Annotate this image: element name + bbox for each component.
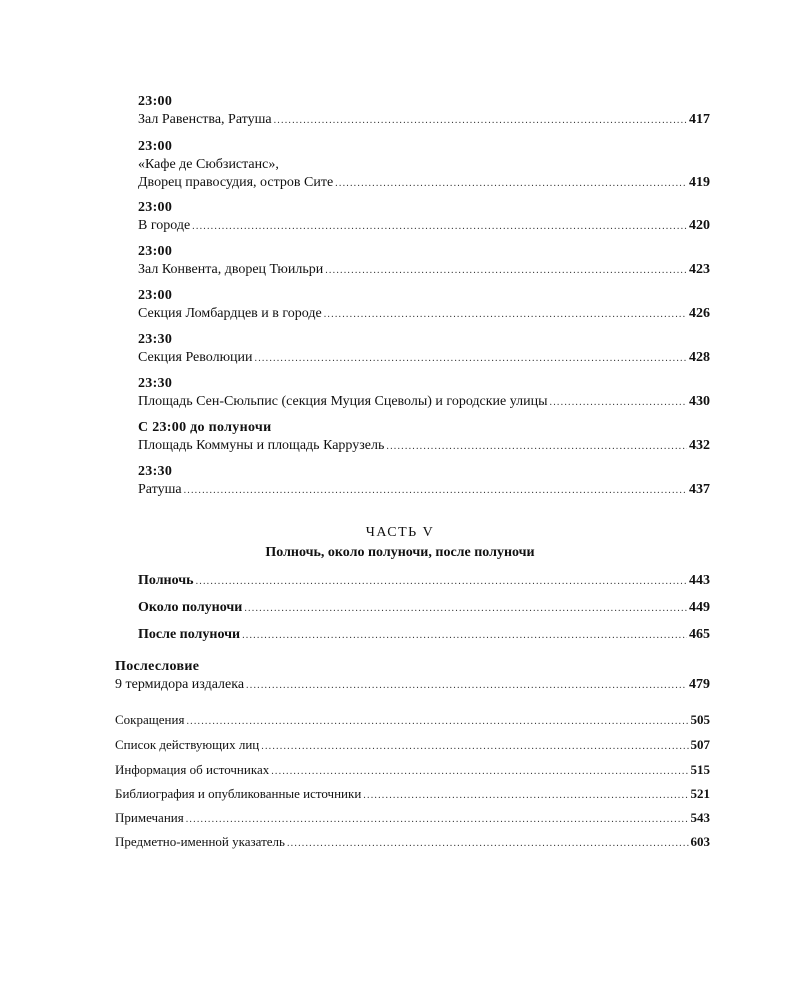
page-number: 479 <box>689 677 710 692</box>
entry-title: Дворец правосудия, остров Сите <box>138 175 334 190</box>
page-number: 430 <box>689 394 710 409</box>
leader-dots <box>255 350 687 368</box>
toc-line[interactable] <box>138 481 710 500</box>
entry-time: 23:00 <box>138 288 173 303</box>
entry-title: Зал Равенства, Ратуша <box>138 112 272 127</box>
toc-line[interactable] <box>138 217 710 236</box>
toc-entry-afterword <box>115 658 710 695</box>
leader-dots <box>287 835 689 853</box>
leader-dots <box>335 175 687 193</box>
page-number: 521 <box>690 786 710 801</box>
page-number: 507 <box>690 737 710 752</box>
leader-dots <box>274 112 687 130</box>
leader-dots <box>363 787 688 805</box>
entry-title: Полночь <box>138 573 194 588</box>
page-number: 432 <box>689 438 710 453</box>
entry-title: Библиография и опубликованные источники <box>115 786 362 801</box>
page-number: 419 <box>689 175 710 190</box>
entry-title: После полуночи <box>138 627 241 642</box>
leader-dots <box>550 394 687 412</box>
toc-line[interactable] <box>138 349 710 368</box>
toc-entry <box>138 419 710 456</box>
toc-line[interactable] <box>115 833 710 853</box>
page-number: 426 <box>689 306 710 321</box>
leader-dots <box>242 627 687 645</box>
toc-entry <box>115 761 710 781</box>
entry-title: Секция Ломбардцев и в городе <box>138 306 322 321</box>
entry-time: 23:30 <box>138 464 173 479</box>
entry-title: Около полуночи <box>138 600 243 615</box>
part-subtitle: Полночь, около полуночи, после полуночи <box>265 545 535 560</box>
page-number: 515 <box>690 762 710 777</box>
page-number: 437 <box>689 482 710 497</box>
page-number: 443 <box>689 573 710 588</box>
leader-dots <box>186 713 688 731</box>
entry-title: Зал Конвента, дворец Тюильри <box>138 262 324 277</box>
part-heading: ЧАСТЬ V <box>365 525 435 540</box>
entry-time: 23:00 <box>138 200 173 215</box>
leader-dots <box>271 763 688 781</box>
entry-title: Примечания <box>115 810 184 825</box>
toc-line[interactable] <box>138 437 710 456</box>
leader-dots <box>196 573 687 591</box>
entry-time: 23:00 <box>138 94 173 109</box>
page-number: 449 <box>689 600 710 615</box>
entry-title: 9 термидора издалека <box>115 677 245 692</box>
toc-line[interactable] <box>115 809 710 829</box>
toc-line[interactable] <box>115 761 710 781</box>
toc-line[interactable] <box>138 174 710 193</box>
entry-title: В городе <box>138 218 191 233</box>
entry-time: 23:30 <box>138 376 173 391</box>
toc-line[interactable] <box>115 711 710 731</box>
entry-time: 23:30 <box>138 332 173 347</box>
toc-line[interactable] <box>138 572 710 591</box>
page-number: 465 <box>689 627 710 642</box>
toc-entry <box>138 463 710 500</box>
entry-time: С 23:00 до полуночи <box>138 420 272 435</box>
toc-entry <box>115 833 710 853</box>
toc-line[interactable] <box>138 305 710 324</box>
toc-entry <box>138 375 710 412</box>
leader-dots <box>324 306 687 324</box>
toc-entry <box>138 138 710 193</box>
toc-entry <box>138 331 710 368</box>
toc-entry <box>138 93 710 130</box>
page-number: 420 <box>689 218 710 233</box>
leader-dots <box>244 600 687 618</box>
page-number: 417 <box>689 112 710 127</box>
toc-entry <box>115 711 710 731</box>
entry-title: Сокращения <box>115 712 185 727</box>
page-number: 505 <box>690 712 710 727</box>
entry-time: 23:00 <box>138 139 173 154</box>
toc-line[interactable] <box>115 676 710 695</box>
leader-dots <box>192 218 687 236</box>
page-number: 423 <box>689 262 710 277</box>
toc-line[interactable] <box>115 736 710 756</box>
page-number: 603 <box>690 834 710 849</box>
toc-entry <box>138 599 710 618</box>
entry-title: Ратуша <box>138 482 182 497</box>
toc-entry <box>115 785 710 805</box>
entry-title: Список действующих лиц <box>115 737 260 752</box>
toc-entry <box>138 626 710 645</box>
toc-entry <box>138 199 710 236</box>
page-number: 428 <box>689 350 710 365</box>
toc-entry <box>115 736 710 756</box>
leader-dots <box>386 438 687 456</box>
toc-entry <box>138 243 710 280</box>
afterword-heading: Послесловие <box>115 659 200 674</box>
entry-title: Площадь Сен-Сюльпис (секция Муция Сцеволы) и городские улицы <box>138 394 548 409</box>
toc-entry <box>138 287 710 324</box>
leader-dots <box>186 811 689 829</box>
leader-dots <box>325 262 687 280</box>
toc-line[interactable] <box>138 393 710 412</box>
entry-time: 23:00 <box>138 244 173 259</box>
leader-dots <box>184 482 687 500</box>
entry-title: Секция Революции <box>138 350 253 365</box>
leader-dots <box>246 677 687 695</box>
toc-line[interactable] <box>138 111 710 130</box>
entry-title: Площадь Коммуны и площадь Каррузель <box>138 438 385 453</box>
page-number: 543 <box>690 810 710 825</box>
toc-entry <box>115 809 710 829</box>
leader-dots <box>261 738 688 756</box>
entry-title: Информация об источниках <box>115 762 270 777</box>
toc-line[interactable] <box>138 599 710 618</box>
toc-entry <box>138 572 710 591</box>
entry-title: Предметно-именной указатель <box>115 834 285 849</box>
toc-line[interactable] <box>138 261 710 280</box>
toc-line[interactable] <box>138 626 710 645</box>
toc-line[interactable] <box>115 785 710 805</box>
entry-title-prefix: «Кафе де Сюбзистанс», <box>138 157 279 172</box>
